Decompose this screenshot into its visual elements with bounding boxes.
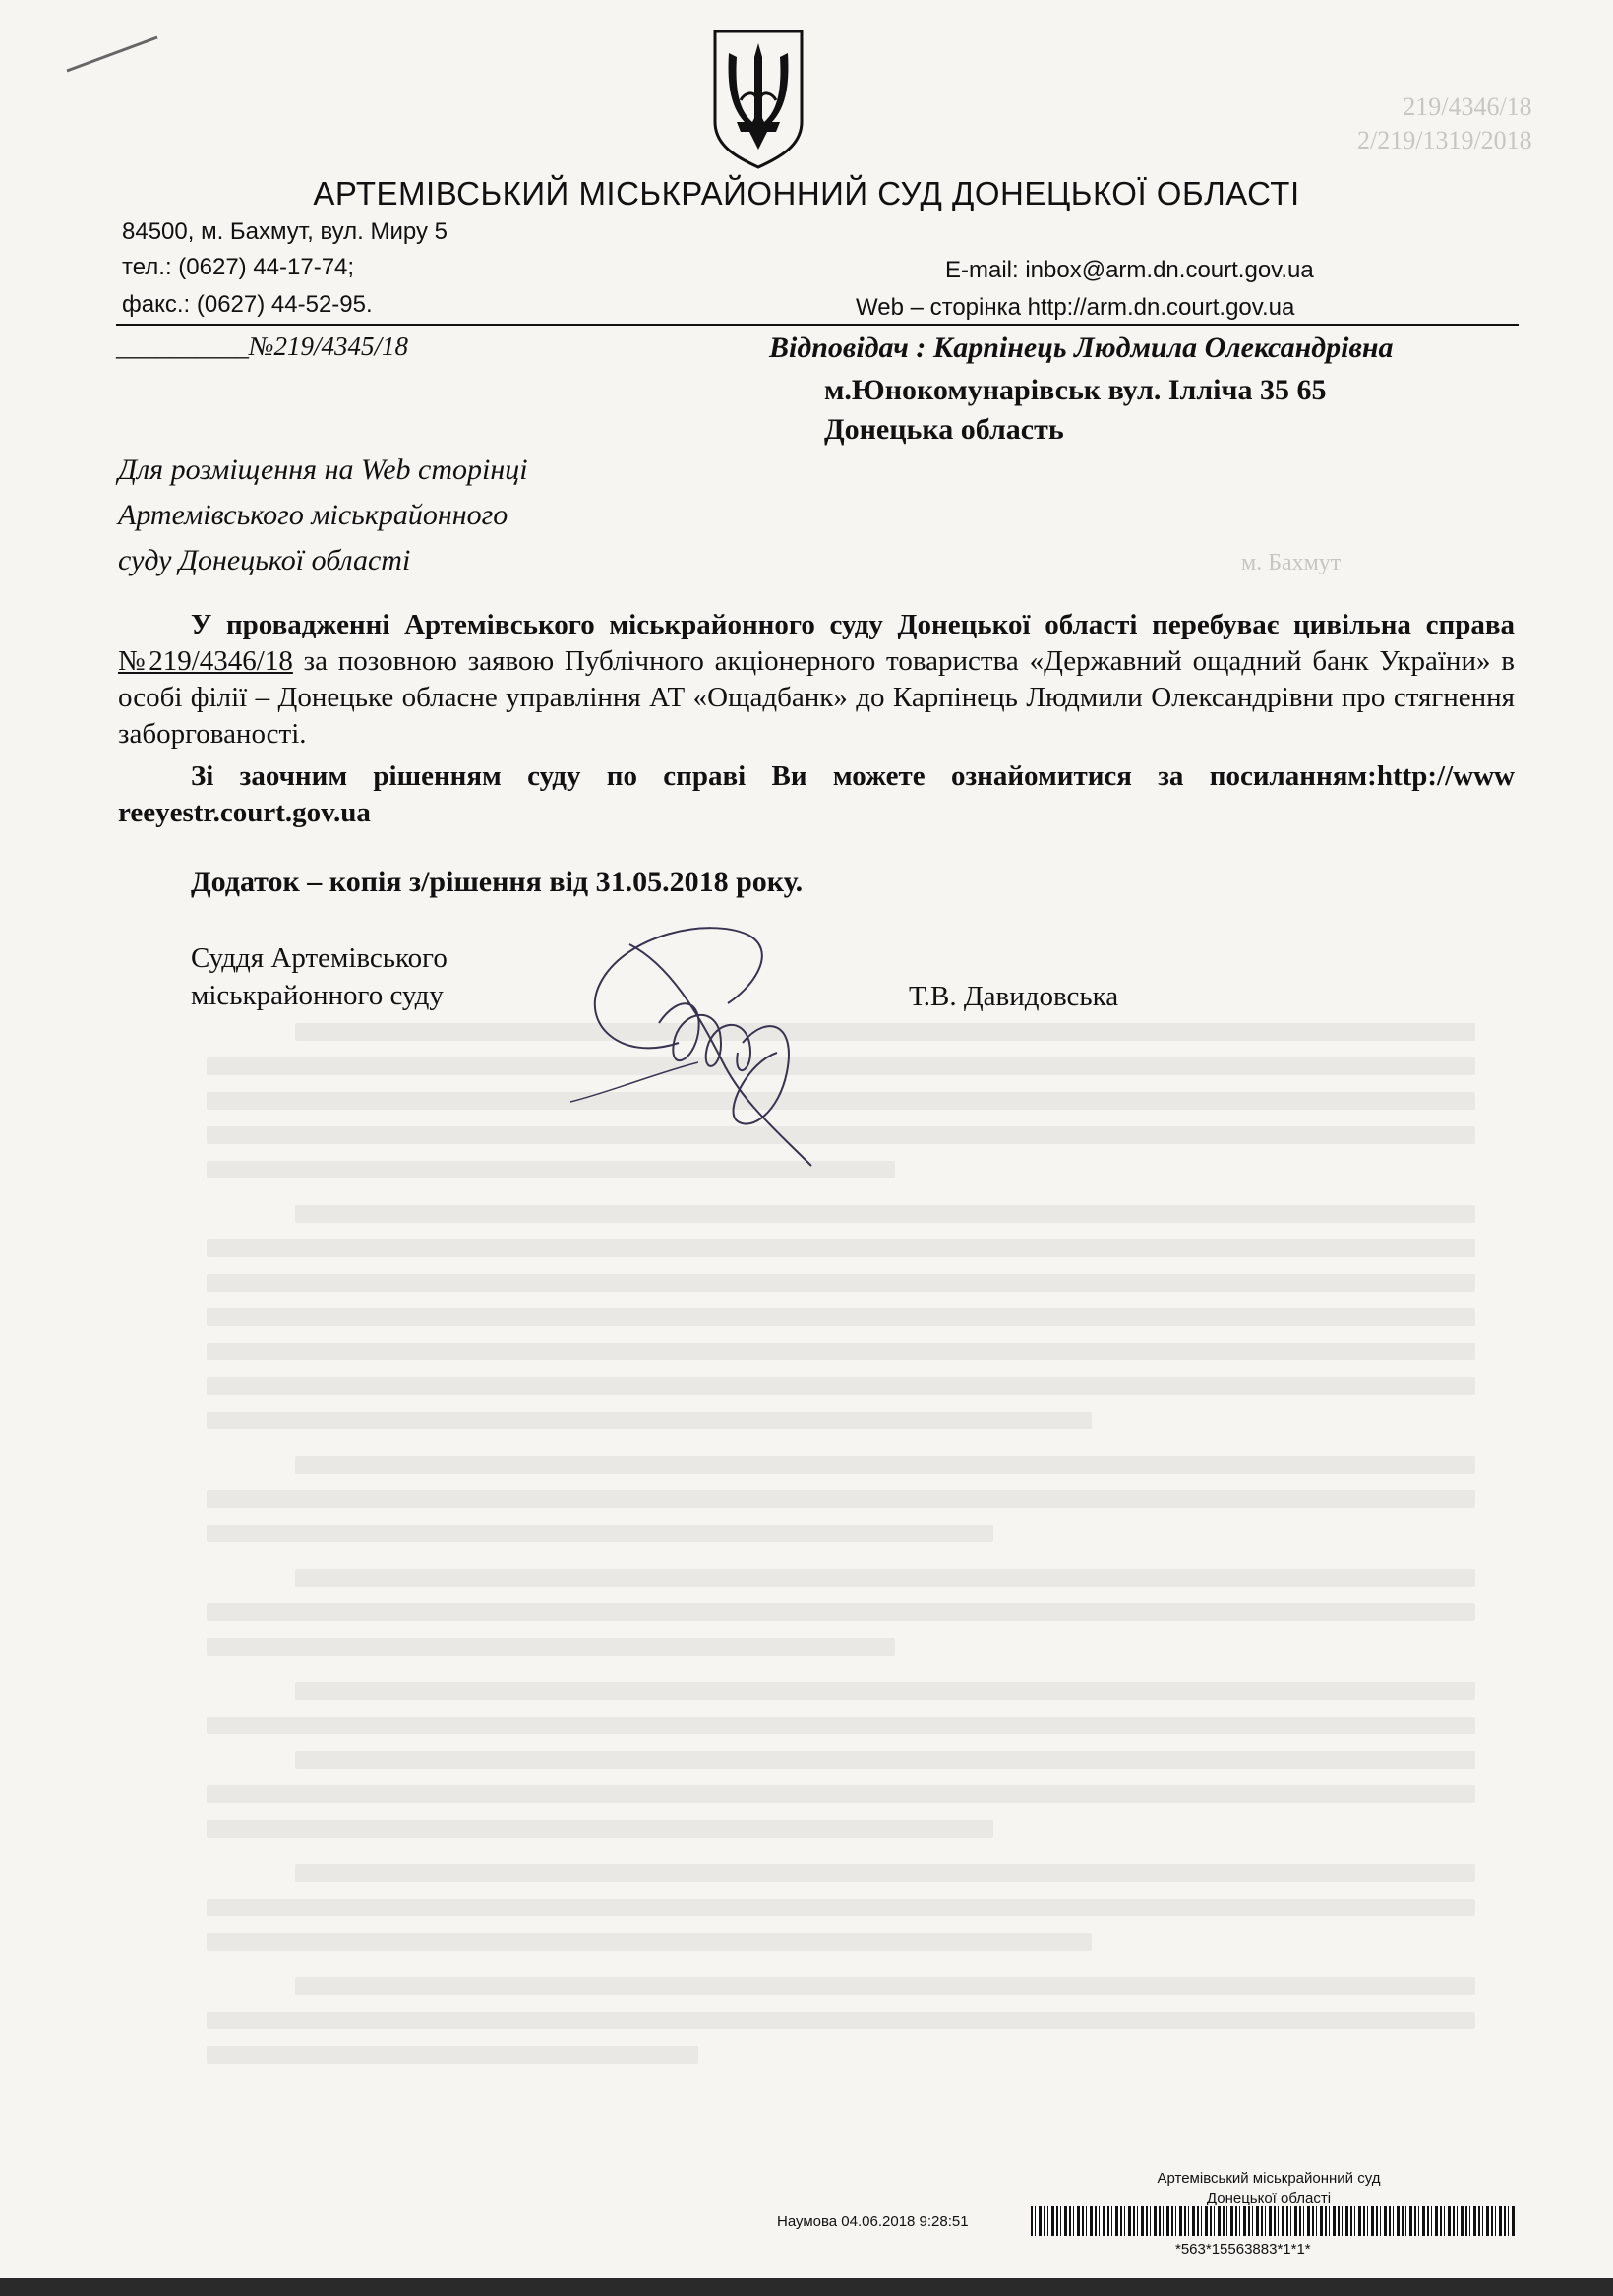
case-details: за позовною заявою Публічного акціонерного товариства «Державний ощадний банк України» в особі філії – Донецьке обласне управління АТ «Ощадбанк» до Карпінець Людмили Олександрівни про стягнення заборгованості.	[118, 645, 1515, 750]
paragraph-decision-link: Зі заочним рішенням суду по справі Ви можете ознайомитися за посиланням:http://www reeyestr.court.gov.ua	[118, 760, 1515, 828]
header-divider	[116, 324, 1519, 326]
placement-note	[118, 448, 528, 583]
court-fax: факс.: (0627) 44-52-95.	[122, 291, 373, 318]
registry-barcode	[1031, 2206, 1515, 2236]
bleed-through-header	[1357, 91, 1532, 157]
court-address: 84500, м. Бахмут, вул. Миру 5	[122, 218, 448, 245]
bleed-number-1: 219/4346/18	[1403, 92, 1532, 121]
court-name-heading: АРТЕМІВСЬКИЙ МІСЬКРАЙОННИЙ СУД ДОНЕЦЬКОЇ ОБЛАСТІ	[313, 175, 1300, 211]
placement-line-2: Артемівського міськрайонного	[118, 499, 508, 531]
judge-title-line-2: міськрайонного суду	[191, 980, 444, 1011]
attachment-note: Додаток – копія з/рішення від 31.05.2018 року.	[191, 866, 804, 898]
recipient-name: Відповідач : Карпінець Людмила Олександрівна	[769, 332, 1394, 364]
judge-title	[191, 939, 448, 1014]
signature-scribble	[531, 905, 905, 1190]
court-web: Web – сторінка http://arm.dn.court.gov.ua	[856, 294, 1295, 321]
registry-clerk-date: Наумова 04.06.2018 9:28:51	[777, 2213, 969, 2230]
paragraph-case-info	[118, 607, 1515, 753]
case-number: №219/4346/18	[118, 645, 293, 677]
court-phone: тел.: (0627) 44-17-74;	[122, 254, 355, 280]
bleed-number-2: 2/219/1319/2018	[1357, 126, 1532, 154]
scan-border	[0, 2278, 1613, 2296]
registry-barcode-text: *563*15563883*1*1*	[1175, 2241, 1311, 2258]
judge-name: Т.В. Давидовська	[909, 981, 1119, 1012]
judge-title-line-1: Суддя Артемівського	[191, 942, 448, 974]
ref-number: №219/4345/18	[249, 332, 408, 361]
coat-of-arms-icon	[711, 28, 806, 171]
placement-line-1: Для розміщення на Web сторінці	[118, 453, 528, 486]
staple-mark	[59, 30, 167, 79]
case-intro: У провадженні Артемівського міськрайонного суду Донецької області перебуває цивільна справа	[191, 609, 1515, 640]
placement-line-3: суду Донецької області	[118, 544, 411, 576]
registry-stamp	[1121, 2169, 1416, 2208]
ref-blank: __________	[116, 332, 249, 361]
bleed-city: м. Бахмут	[1241, 550, 1342, 575]
court-email: E-mail: inbox@arm.dn.court.gov.ua	[945, 257, 1314, 283]
registry-court-line-1: Артемівський міськрайонний суд	[1157, 2170, 1381, 2187]
recipient-address: м.Юнокомунарівськ вул. Ілліча 35 65	[824, 374, 1327, 406]
outgoing-ref	[116, 332, 408, 362]
registry-court-line-2: Донецької області	[1206, 2190, 1332, 2206]
recipient-region: Донецька область	[824, 413, 1064, 446]
